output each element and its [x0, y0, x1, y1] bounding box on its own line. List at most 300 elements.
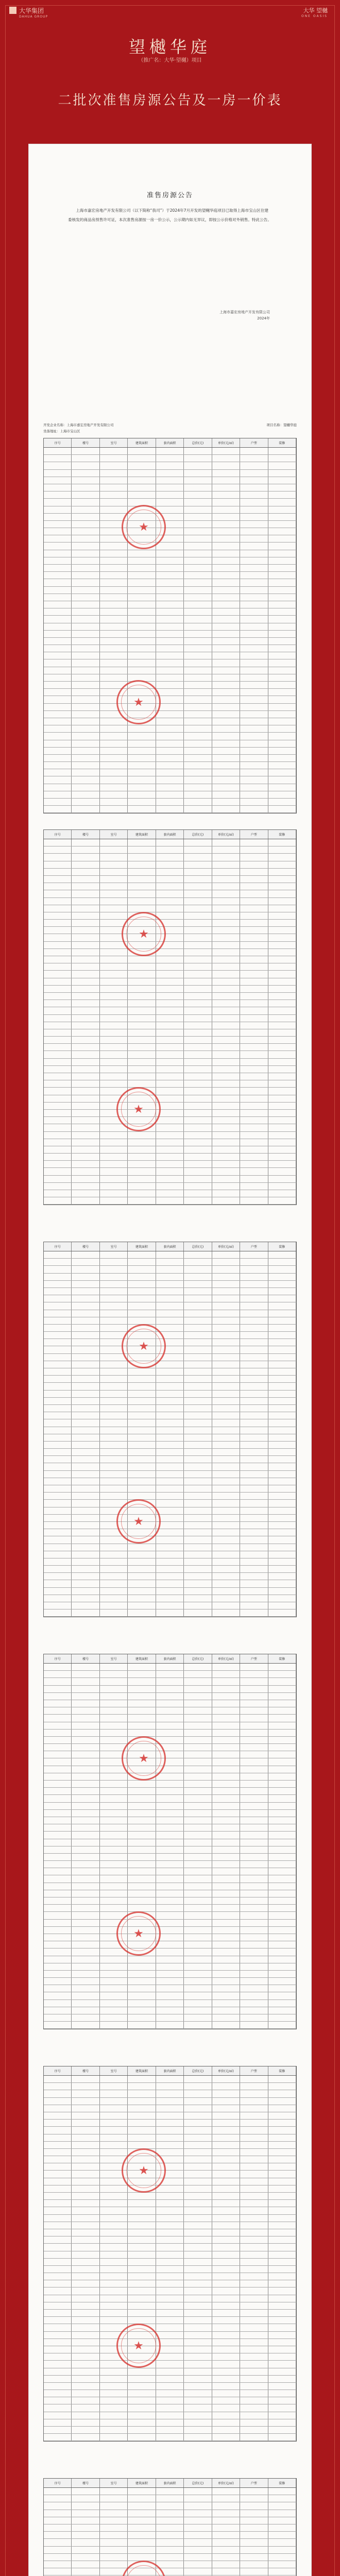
table-cell — [72, 2266, 99, 2273]
table-header-row — [44, 830, 296, 839]
table-row — [44, 2317, 296, 2324]
table-cell — [184, 1566, 212, 1572]
table-cell — [240, 1529, 268, 1536]
table-cell — [72, 1449, 99, 1455]
table-cell — [240, 1197, 268, 1204]
table-cell — [268, 1139, 296, 1146]
table-cell — [44, 492, 72, 498]
table-cell — [100, 2404, 128, 2411]
table-cell — [156, 2502, 184, 2509]
table-cell — [212, 1912, 240, 1919]
table-cell — [240, 2171, 268, 2177]
table-row — [44, 2427, 296, 2434]
table-cell — [72, 740, 99, 747]
column-header: 装修 — [268, 2066, 296, 2075]
table-cell — [212, 1832, 240, 1838]
table-cell — [100, 1551, 128, 1558]
table-row — [44, 2376, 296, 2383]
table-cell — [184, 2427, 212, 2433]
table-cell — [268, 1274, 296, 1280]
table-cell — [100, 2524, 128, 2531]
table-cell — [268, 711, 296, 718]
table-cell — [156, 1595, 184, 1602]
notice-title: 准售房源公告 — [146, 192, 193, 199]
table-cell — [184, 1602, 212, 1609]
table-cell — [156, 2273, 184, 2280]
table-cell — [44, 905, 72, 912]
table-cell — [72, 799, 99, 805]
table-cell — [212, 514, 240, 520]
table-row — [44, 2142, 296, 2149]
table-cell — [240, 1707, 268, 1714]
table-cell — [100, 2561, 128, 2568]
table-row — [44, 521, 296, 528]
table-cell — [212, 2105, 240, 2112]
table-cell — [44, 1478, 72, 1485]
table-cell — [44, 2156, 72, 2163]
table-cell — [128, 2434, 156, 2441]
table-cell — [240, 1000, 268, 1007]
table-row — [44, 2134, 296, 2142]
table-cell — [212, 1029, 240, 1036]
table-cell — [128, 1573, 156, 1580]
table-cell — [100, 2427, 128, 2433]
table-cell — [156, 1948, 184, 1955]
table-cell — [156, 784, 184, 791]
table-row — [44, 2532, 296, 2539]
table-row — [44, 587, 296, 594]
table-cell — [44, 543, 72, 549]
table-cell — [156, 2149, 184, 2156]
table-row — [44, 1544, 296, 1551]
table-cell — [240, 2000, 268, 2007]
table-cell — [212, 762, 240, 769]
table-cell — [156, 1773, 184, 1780]
table-cell — [128, 1875, 156, 1882]
table-cell — [100, 645, 128, 652]
table-cell — [212, 733, 240, 739]
table-cell — [156, 1434, 184, 1441]
table-row — [44, 1700, 296, 1707]
table-cell — [72, 2517, 99, 2524]
table-cell — [184, 978, 212, 985]
table-cell — [156, 2076, 184, 2082]
table-cell — [268, 1398, 296, 1404]
table-cell — [128, 1044, 156, 1050]
table-cell — [156, 2142, 184, 2148]
table-cell — [240, 1846, 268, 1853]
table-cell — [44, 1722, 72, 1729]
table-cell — [184, 1405, 212, 1412]
table-cell — [156, 2561, 184, 2568]
table-cell — [156, 1449, 184, 1455]
table-cell — [240, 1398, 268, 1404]
column-header: 建筑面积 — [128, 438, 156, 447]
table-cell — [72, 1368, 99, 1375]
table-cell — [240, 1978, 268, 1985]
table-cell — [100, 784, 128, 791]
table-cell — [240, 949, 268, 956]
table-cell — [128, 1419, 156, 1426]
table-cell — [184, 776, 212, 783]
table-cell — [240, 2112, 268, 2119]
table-cell — [240, 1310, 268, 1317]
table-cell — [128, 1080, 156, 1087]
table-cell — [44, 2361, 72, 2367]
table-cell — [156, 2266, 184, 2273]
table-cell — [184, 942, 212, 948]
table-cell — [72, 2229, 99, 2236]
table-cell — [240, 1412, 268, 1419]
table-cell — [240, 1810, 268, 1817]
table-cell — [44, 1376, 72, 1382]
table-cell — [268, 1890, 296, 1897]
table-cell — [128, 2112, 156, 2119]
table-cell — [44, 1810, 72, 1817]
table-cell — [100, 1566, 128, 1572]
table-cell — [128, 2200, 156, 2207]
table-cell — [72, 1376, 99, 1382]
table-cell — [268, 2244, 296, 2250]
table-cell — [72, 521, 99, 528]
developer-mark-icon — [9, 7, 16, 14]
table-cell — [100, 799, 128, 805]
table-cell — [240, 1566, 268, 1572]
table-cell — [72, 1183, 99, 1190]
table-row — [44, 2353, 296, 2361]
table-cell — [72, 2488, 99, 2495]
table-cell — [128, 883, 156, 890]
table-cell — [44, 2273, 72, 2280]
table-cell — [44, 1168, 72, 1175]
table-cell — [44, 2000, 72, 2007]
table-cell — [100, 791, 128, 798]
table-row — [44, 2495, 296, 2502]
table-row — [44, 1803, 296, 1810]
table-cell — [212, 1522, 240, 1529]
table-cell — [72, 1686, 99, 1692]
table-cell — [44, 869, 72, 875]
table-cell — [100, 963, 128, 970]
table-row — [44, 1383, 296, 1390]
table-cell — [72, 2353, 99, 2360]
table-cell — [100, 2317, 128, 2324]
table-row — [44, 1295, 296, 1302]
table-cell — [240, 762, 268, 769]
table-row — [44, 791, 296, 799]
table-cell — [44, 2561, 72, 2568]
table-cell — [240, 594, 268, 601]
table-row — [44, 2163, 296, 2171]
table-cell — [184, 861, 212, 868]
table-cell — [268, 762, 296, 769]
table-cell — [72, 1707, 99, 1714]
table-cell — [72, 2404, 99, 2411]
table-cell — [72, 1883, 99, 1890]
table-cell — [100, 1971, 128, 1977]
table-row — [44, 1686, 296, 1693]
table-cell — [268, 2178, 296, 2185]
table-cell — [212, 2568, 240, 2575]
table-cell — [268, 2266, 296, 2273]
table-cell — [268, 2353, 296, 2360]
table-cell — [44, 2539, 72, 2546]
column-header: 序号 — [44, 2479, 72, 2487]
table-cell — [240, 616, 268, 622]
table-cell — [72, 608, 99, 615]
table-cell — [268, 2000, 296, 2007]
table-cell — [156, 1051, 184, 1058]
table-cell — [268, 455, 296, 462]
table-cell — [240, 1368, 268, 1375]
table-cell — [156, 1810, 184, 1817]
table-cell — [100, 769, 128, 776]
table-cell — [156, 1730, 184, 1736]
table-cell — [184, 528, 212, 535]
table-cell — [240, 1132, 268, 1139]
table-cell — [72, 1803, 99, 1809]
column-header: 序号 — [44, 1654, 72, 1663]
table-cell — [44, 1781, 72, 1787]
table-cell — [44, 1398, 72, 1404]
table-cell — [44, 762, 72, 769]
table-cell — [44, 1507, 72, 1514]
table-cell — [100, 883, 128, 890]
table-cell — [212, 1978, 240, 1985]
table-cell — [212, 1302, 240, 1309]
table-cell — [268, 1875, 296, 1882]
table-cell — [212, 579, 240, 586]
table-cell — [72, 616, 99, 622]
table-cell — [212, 477, 240, 484]
table-cell — [72, 470, 99, 477]
table-cell — [72, 2568, 99, 2575]
table-cell — [156, 1602, 184, 1609]
table-cell — [212, 587, 240, 594]
table-cell — [72, 1029, 99, 1036]
table-cell — [72, 1941, 99, 1948]
table-cell — [44, 1139, 72, 1146]
table-cell — [44, 2207, 72, 2214]
table-cell — [212, 905, 240, 912]
table-cell — [212, 2412, 240, 2419]
table-cell — [44, 1161, 72, 1167]
table-cell — [72, 963, 99, 970]
table-cell — [184, 1664, 212, 1670]
table-cell — [268, 2502, 296, 2509]
table-cell — [128, 1197, 156, 1204]
table-cell — [72, 2120, 99, 2126]
table-cell — [44, 1934, 72, 1941]
table-cell — [268, 1463, 296, 1470]
table-row — [44, 1795, 296, 1802]
table-cell — [184, 2524, 212, 2531]
table-cell — [184, 2273, 212, 2280]
table-row — [44, 506, 296, 514]
table-cell — [44, 978, 72, 985]
table-cell — [184, 1190, 212, 1197]
table-row — [44, 572, 296, 579]
table-row — [44, 528, 296, 535]
table-cell — [44, 1022, 72, 1029]
table-cell — [44, 1485, 72, 1492]
table-cell — [184, 1737, 212, 1743]
table-cell — [240, 2539, 268, 2546]
table-cell — [184, 2339, 212, 2346]
table-cell — [156, 1361, 184, 1368]
table-cell — [240, 1463, 268, 1470]
table-cell — [240, 846, 268, 853]
table-cell — [240, 1168, 268, 1175]
table-cell — [212, 1281, 240, 1287]
table-cell — [44, 1956, 72, 1963]
table-cell — [240, 861, 268, 868]
table-cell — [44, 2324, 72, 2331]
table-cell — [184, 2404, 212, 2411]
table-cell — [268, 1427, 296, 1434]
table-cell — [184, 623, 212, 630]
table-cell — [72, 993, 99, 999]
table-cell — [184, 2266, 212, 2273]
table-cell — [212, 623, 240, 630]
table-cell — [268, 638, 296, 645]
table-cell — [268, 1897, 296, 1904]
table-cell — [268, 1985, 296, 1992]
table-cell — [212, 1176, 240, 1182]
table-cell — [100, 1029, 128, 1036]
table-cell — [240, 971, 268, 977]
table-cell — [240, 2149, 268, 2156]
table-cell — [100, 740, 128, 747]
table-row — [44, 1551, 296, 1558]
table-cell — [128, 2539, 156, 2546]
table-cell — [212, 572, 240, 579]
table-cell — [100, 506, 128, 513]
table-cell — [240, 2419, 268, 2426]
table-row — [44, 2229, 296, 2236]
table-cell — [44, 2524, 72, 2531]
table-cell — [156, 861, 184, 868]
table-cell — [184, 594, 212, 601]
table-cell — [268, 1368, 296, 1375]
table-cell — [212, 740, 240, 747]
table-cell — [44, 791, 72, 798]
table-cell — [128, 986, 156, 992]
table-cell — [72, 1573, 99, 1580]
table-cell — [100, 1609, 128, 1616]
table-cell — [72, 1434, 99, 1441]
table-cell — [100, 986, 128, 992]
table-row — [44, 876, 296, 883]
column-header: 总价(元) — [184, 830, 212, 839]
table-cell — [156, 557, 184, 564]
table-cell — [72, 1066, 99, 1073]
table-cell — [240, 1146, 268, 1153]
table-cell — [212, 1478, 240, 1485]
table-cell — [44, 839, 72, 846]
table-cell — [100, 1803, 128, 1809]
table-cell — [128, 1274, 156, 1280]
table-cell — [156, 1588, 184, 1595]
table-cell — [212, 2532, 240, 2538]
table-cell — [240, 543, 268, 549]
table-cell — [72, 1751, 99, 1758]
table-cell — [268, 755, 296, 761]
table-cell — [156, 2112, 184, 2119]
table-cell — [44, 2383, 72, 2389]
table-cell — [156, 2310, 184, 2316]
table-cell — [212, 806, 240, 812]
table-row — [44, 784, 296, 791]
table-cell — [240, 2215, 268, 2222]
table-cell — [72, 2539, 99, 2546]
table-cell — [128, 2083, 156, 2090]
table-row — [44, 1066, 296, 1073]
table-cell — [212, 956, 240, 963]
table-cell — [44, 608, 72, 615]
table-cell — [44, 1912, 72, 1919]
table-row — [44, 2105, 296, 2112]
table-cell — [184, 1310, 212, 1317]
table-row — [44, 2266, 296, 2273]
table-cell — [212, 1861, 240, 1868]
table-cell — [72, 776, 99, 783]
table-row — [44, 2332, 296, 2339]
table-cell — [156, 2390, 184, 2397]
table-row — [44, 2502, 296, 2510]
table-cell — [240, 769, 268, 776]
table-cell — [100, 455, 128, 462]
table-cell — [212, 1781, 240, 1787]
table-cell — [268, 2098, 296, 2105]
table-cell — [72, 1861, 99, 1868]
table-cell — [44, 455, 72, 462]
table-cell — [240, 1602, 268, 1609]
table-cell — [212, 2273, 240, 2280]
table-cell — [212, 1044, 240, 1050]
table-cell — [128, 2502, 156, 2509]
table-cell — [44, 1346, 72, 1353]
table-cell — [128, 1471, 156, 1478]
table-cell — [184, 1434, 212, 1441]
table-cell — [100, 1846, 128, 1853]
table-cell — [212, 2524, 240, 2531]
table-cell — [212, 2156, 240, 2163]
table-row — [44, 1405, 296, 1412]
table-cell — [268, 1580, 296, 1587]
table-cell — [44, 1730, 72, 1736]
table-cell — [100, 572, 128, 579]
table-cell — [212, 1934, 240, 1941]
table-row — [44, 1707, 296, 1715]
table-cell — [72, 1405, 99, 1412]
company-seal — [122, 912, 166, 956]
table-cell — [212, 920, 240, 926]
table-cell — [240, 1117, 268, 1124]
table-cell — [184, 1573, 212, 1580]
table-cell — [100, 2539, 128, 2546]
table-cell — [72, 2083, 99, 2090]
table-cell — [268, 1529, 296, 1536]
table-cell — [184, 535, 212, 542]
table-cell — [184, 1956, 212, 1963]
table-cell — [72, 2105, 99, 2112]
table-cell — [212, 1956, 240, 1963]
announcement-title: 二批次准售房源公告及一房一价表 — [58, 93, 282, 108]
column-header: 楼号 — [72, 438, 99, 447]
table-cell — [100, 470, 128, 477]
table-row — [44, 2488, 296, 2495]
